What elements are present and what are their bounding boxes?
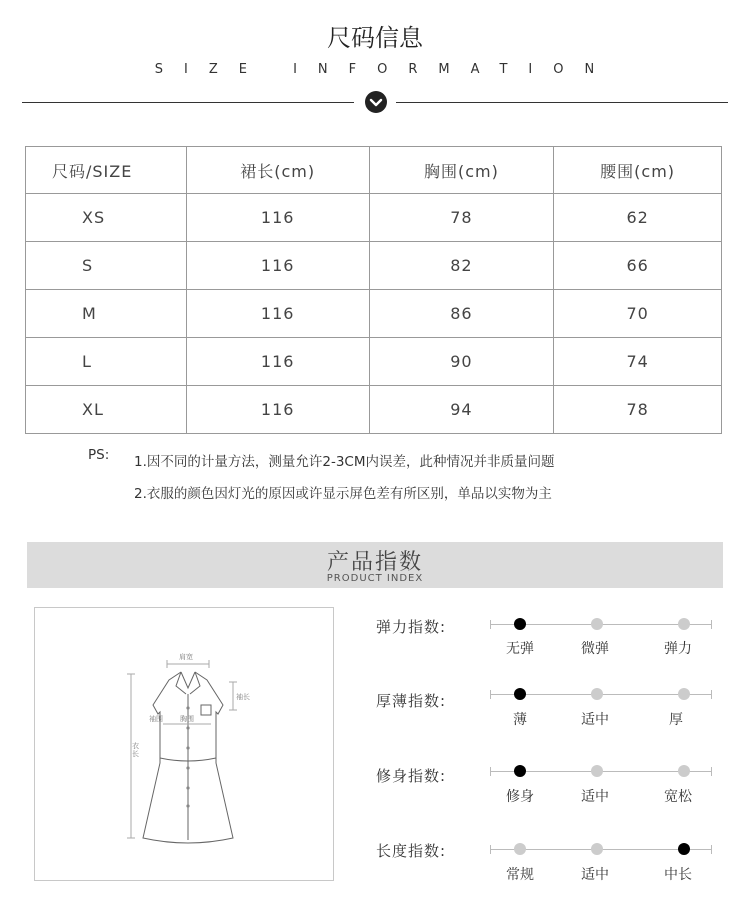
table-cell: 66 — [554, 242, 722, 290]
track-tick — [490, 845, 491, 854]
index-option: 弹力 — [664, 641, 692, 657]
index-option: 修身 — [506, 789, 534, 805]
index-label: 厚薄指数: — [376, 692, 447, 710]
index-label: 长度指数: — [376, 842, 447, 860]
page-subtitle: SIZE INFORMATION — [154, 62, 616, 77]
length-label: 衣长 — [132, 742, 139, 758]
track-tick — [490, 767, 491, 776]
index-label: 修身指数: — [376, 767, 447, 785]
index-option: 常规 — [506, 867, 534, 883]
index-dot — [591, 765, 603, 777]
table-cell: 82 — [369, 242, 554, 290]
dress-diagram-icon — [35, 608, 333, 880]
index-dot — [591, 618, 603, 630]
table-row — [26, 386, 722, 434]
index-option: 无弹 — [506, 641, 534, 657]
table-cell: 94 — [369, 386, 554, 434]
index-option: 宽松 — [664, 789, 692, 805]
index-dot-selected — [514, 765, 526, 777]
size-table — [25, 146, 722, 434]
table-header: 胸围(cm) — [369, 147, 554, 194]
table-cell: XL — [26, 386, 187, 434]
measurement-diagram — [34, 607, 334, 881]
section-subtitle: PRODUCT INDEX — [326, 573, 424, 584]
table-cell: M — [26, 290, 187, 338]
table-header-row — [26, 147, 722, 194]
index-option: 适中 — [581, 789, 609, 805]
table-cell: 90 — [369, 338, 554, 386]
table-cell: XS — [26, 194, 187, 242]
table-row — [26, 290, 722, 338]
cuff-label: 袖围 — [149, 715, 163, 723]
ps-label: PS: — [88, 447, 110, 463]
table-cell: 74 — [554, 338, 722, 386]
table-cell: 116 — [186, 242, 369, 290]
divider-left — [22, 102, 354, 103]
page-title: 尺码信息 — [327, 24, 423, 52]
index-dot — [678, 618, 690, 630]
index-dot — [678, 765, 690, 777]
note-line: 2.衣服的颜色因灯光的原因或许显示屏色差有所区别，单品以实物为主 — [134, 486, 552, 502]
table-cell: L — [26, 338, 187, 386]
table-header: 尺码/SIZE — [26, 147, 187, 194]
index-option: 厚 — [669, 712, 683, 728]
sleeve-label: 袖长 — [236, 693, 250, 701]
index-dot-selected — [514, 688, 526, 700]
index-dot-selected — [678, 843, 690, 855]
table-cell: 116 — [186, 386, 369, 434]
track-tick — [711, 690, 712, 699]
index-label: 弹力指数: — [376, 618, 447, 636]
index-option: 微弹 — [581, 641, 609, 657]
table-header: 腰围(cm) — [554, 147, 722, 194]
track-tick — [490, 690, 491, 699]
shoulder-label: 肩宽 — [179, 653, 193, 661]
index-dot — [591, 843, 603, 855]
table-cell: 86 — [369, 290, 554, 338]
divider-right — [396, 102, 728, 103]
index-dot — [678, 688, 690, 700]
index-dot-selected — [514, 618, 526, 630]
table-row — [26, 338, 722, 386]
table-cell: 62 — [554, 194, 722, 242]
track-tick — [711, 767, 712, 776]
index-dot — [591, 688, 603, 700]
table-cell: S — [26, 242, 187, 290]
table-row — [26, 242, 722, 290]
table-cell: 116 — [186, 194, 369, 242]
chevron-down-icon — [365, 91, 387, 113]
table-row — [26, 194, 722, 242]
table-cell: 116 — [186, 338, 369, 386]
track-tick — [711, 845, 712, 854]
table-cell: 70 — [554, 290, 722, 338]
track-tick — [490, 620, 491, 629]
table-cell: 116 — [186, 290, 369, 338]
track-tick — [711, 620, 712, 629]
table-cell: 78 — [369, 194, 554, 242]
index-dot — [514, 843, 526, 855]
bust-label: 胸围 — [180, 715, 194, 723]
section-title: 产品指数 — [326, 550, 423, 575]
index-option: 适中 — [581, 712, 609, 728]
table-cell: 78 — [554, 386, 722, 434]
table-header: 裙长(cm) — [186, 147, 369, 194]
index-option: 中长 — [664, 867, 692, 883]
index-option: 适中 — [581, 867, 609, 883]
index-option: 薄 — [513, 712, 527, 728]
note-line: 1.因不同的计量方法，测量允许2-3CM内误差，此种情况并非质量问题 — [134, 454, 555, 470]
